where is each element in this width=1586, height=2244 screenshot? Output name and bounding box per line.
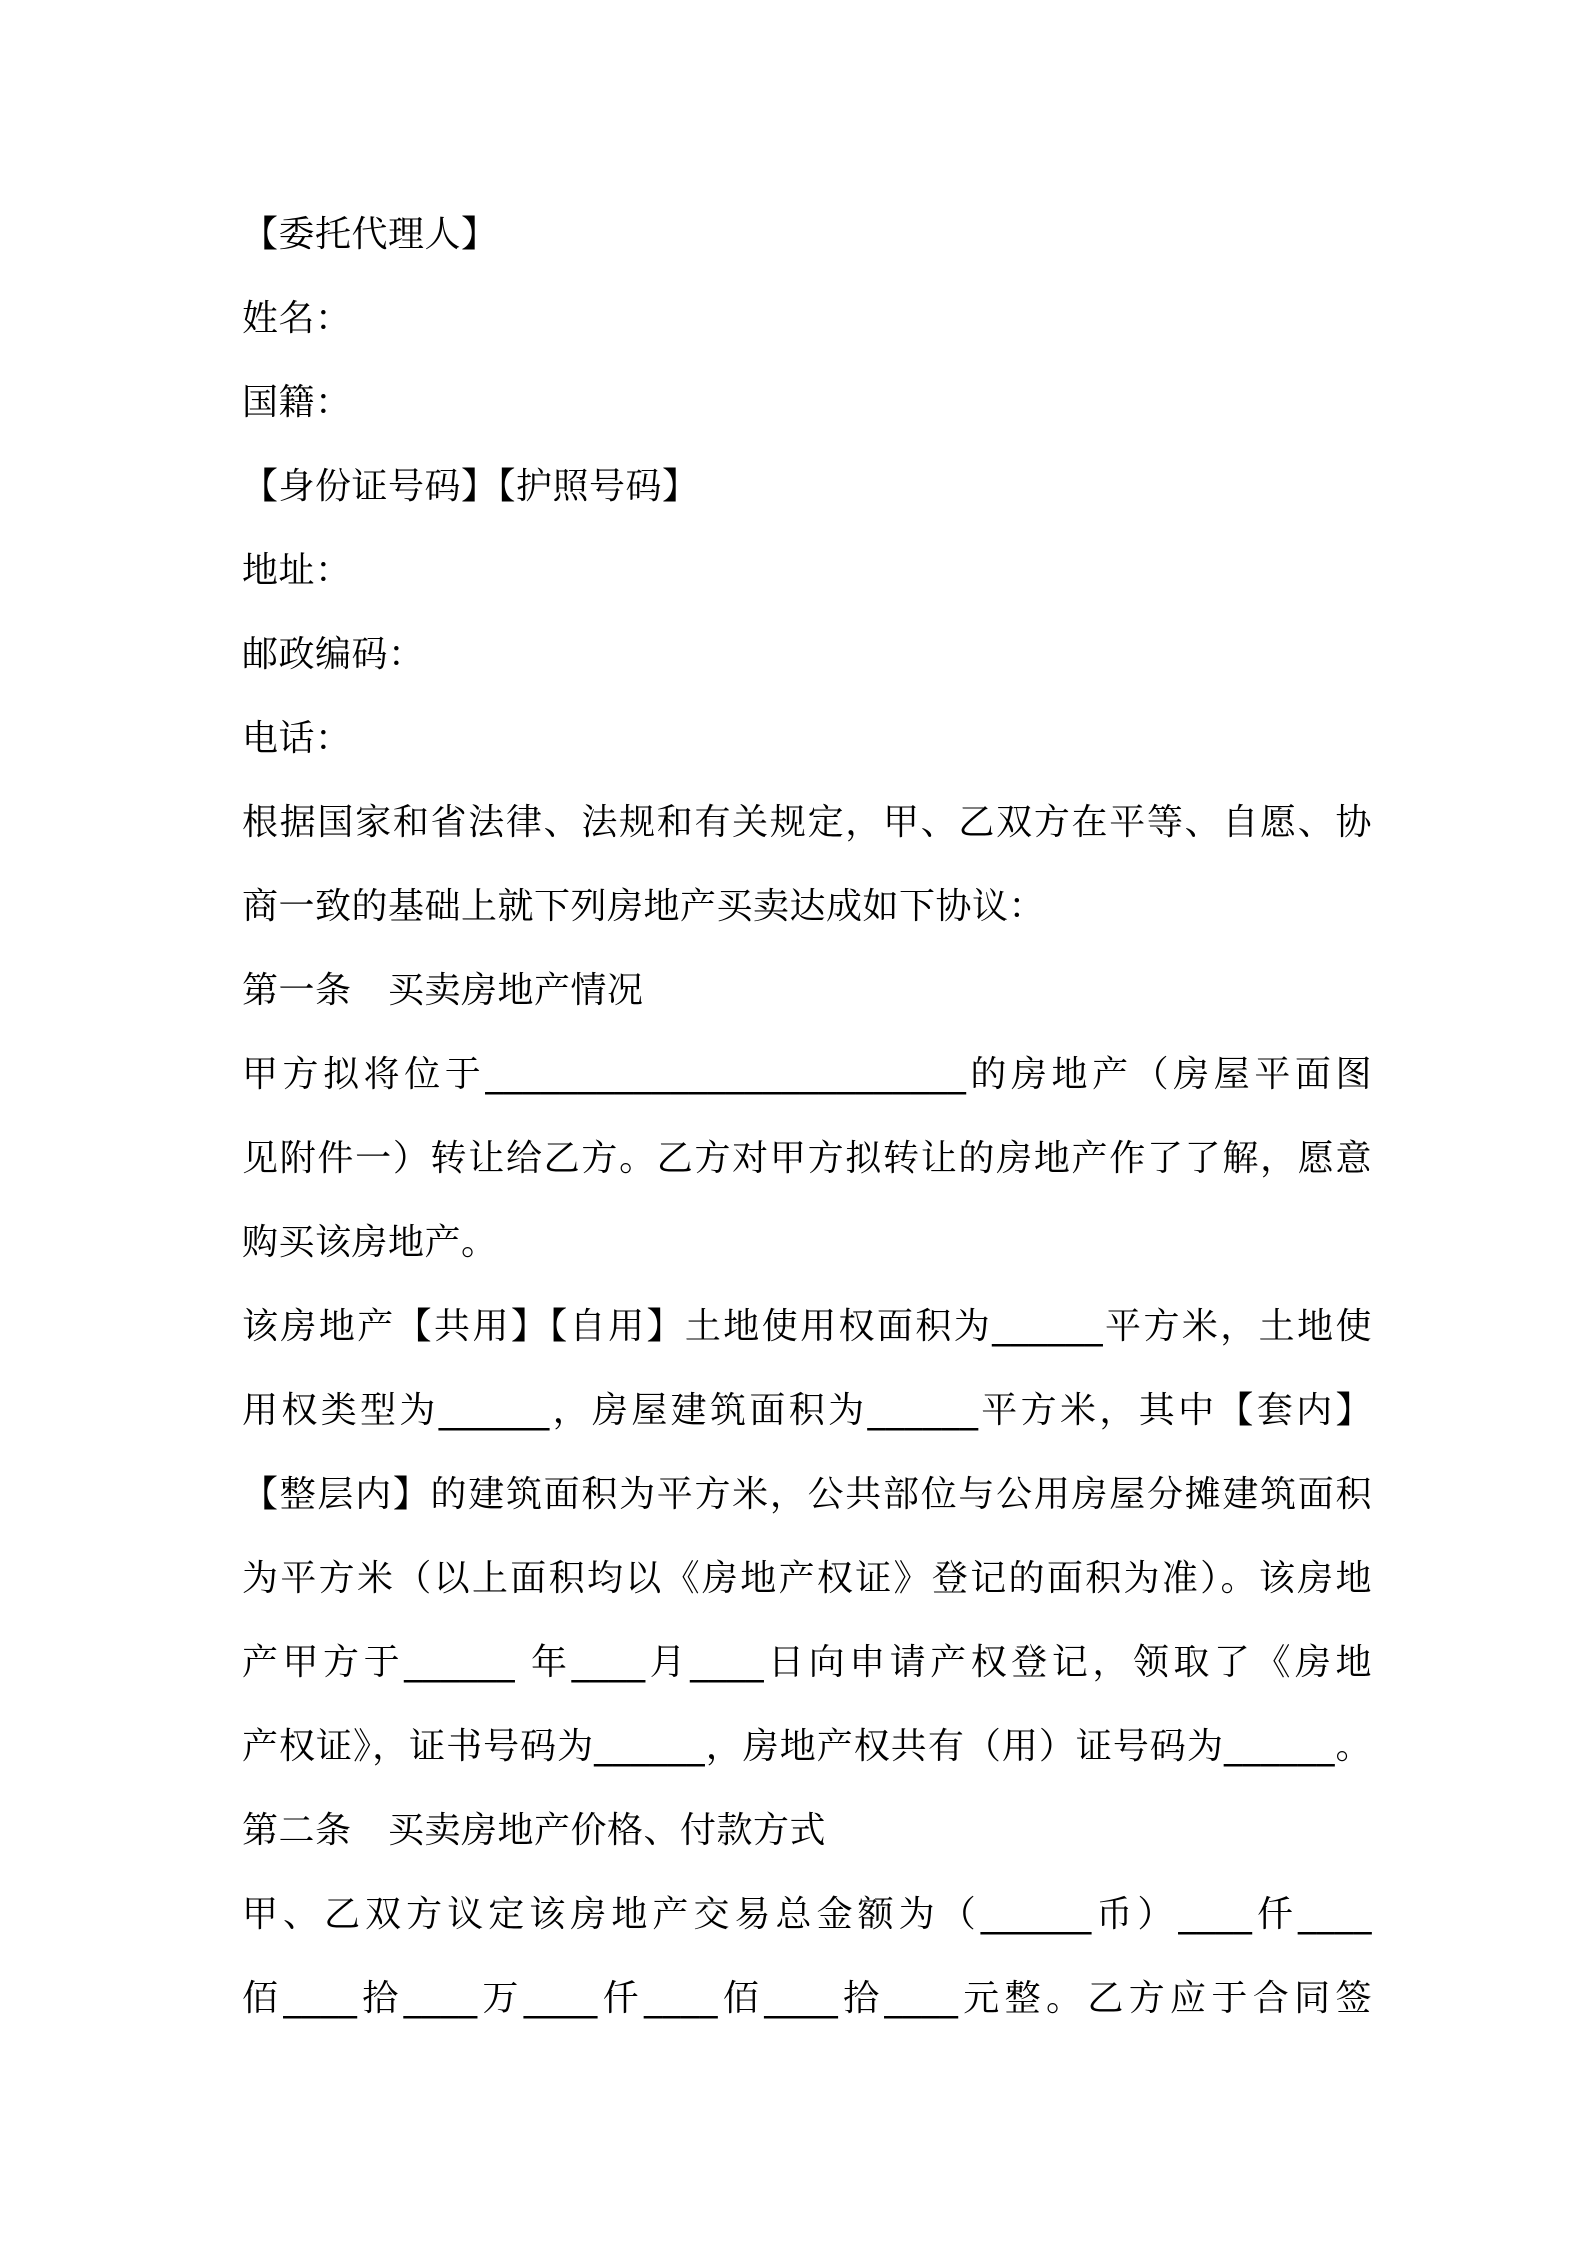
field-nationality-label: 国籍： xyxy=(242,382,352,423)
area-line-2: 用权类型为______，房屋建筑面积为______平方米，其中【套内】 xyxy=(242,1390,1372,1431)
area-line-1: 该房地产【共用】【自用】土地使用权面积为______平方米，土地使 xyxy=(242,1306,1372,1347)
field-phone-label: 电话： xyxy=(242,718,352,759)
price-line-1: 甲、乙双方议定该房地产交易总金额为（______币）____仟____ xyxy=(242,1894,1372,1935)
area-line-3: 【整层内】的建筑面积为平方米，公共部位与公用房屋分摊建筑面积 xyxy=(242,1474,1372,1515)
area-line-6: 产权证》，证书号码为______，房地产权共有（用）证号码为______。 xyxy=(242,1726,1372,1767)
article-1-line-1: 甲方拟将位于__________________________的房地产（房屋平面图 xyxy=(242,1054,1372,1095)
article-1-heading: 第一条 买卖房地产情况 xyxy=(242,970,644,1011)
article-1-line-2: 见附件一）转让给乙方。乙方对甲方拟转让的房地产作了了解，愿意 xyxy=(242,1138,1372,1179)
area-line-5: 产甲方于______ 年____月____日向申请产权登记，领取了《房地 xyxy=(242,1642,1372,1683)
field-address-label: 地址： xyxy=(242,550,352,591)
field-postcode-label: 邮政编码： xyxy=(242,634,425,675)
document-body xyxy=(242,193,1372,2041)
field-name-label: 姓名： xyxy=(242,298,352,339)
area-line-4: 为平方米（以上面积均以《房地产权证》登记的面积为准）。该房地 xyxy=(242,1558,1372,1599)
heading-agent: 【委托代理人】 xyxy=(242,214,498,255)
article-1-line-3: 购买该房地产。 xyxy=(242,1222,498,1263)
field-id-passport-label: 【身份证号码】【护照号码】 xyxy=(242,466,699,507)
preamble-line-1: 根据国家和省法律、法规和有关规定，甲、乙双方在平等、自愿、协 xyxy=(242,802,1372,843)
article-2-heading: 第二条 买卖房地产价格、付款方式 xyxy=(242,1810,827,1851)
price-line-2: 佰____拾____万____仟____佰____拾____元整。乙方应于合同签 xyxy=(242,1978,1372,2019)
preamble-line-2: 商一致的基础上就下列房地产买卖达成如下协议： xyxy=(242,886,1046,927)
